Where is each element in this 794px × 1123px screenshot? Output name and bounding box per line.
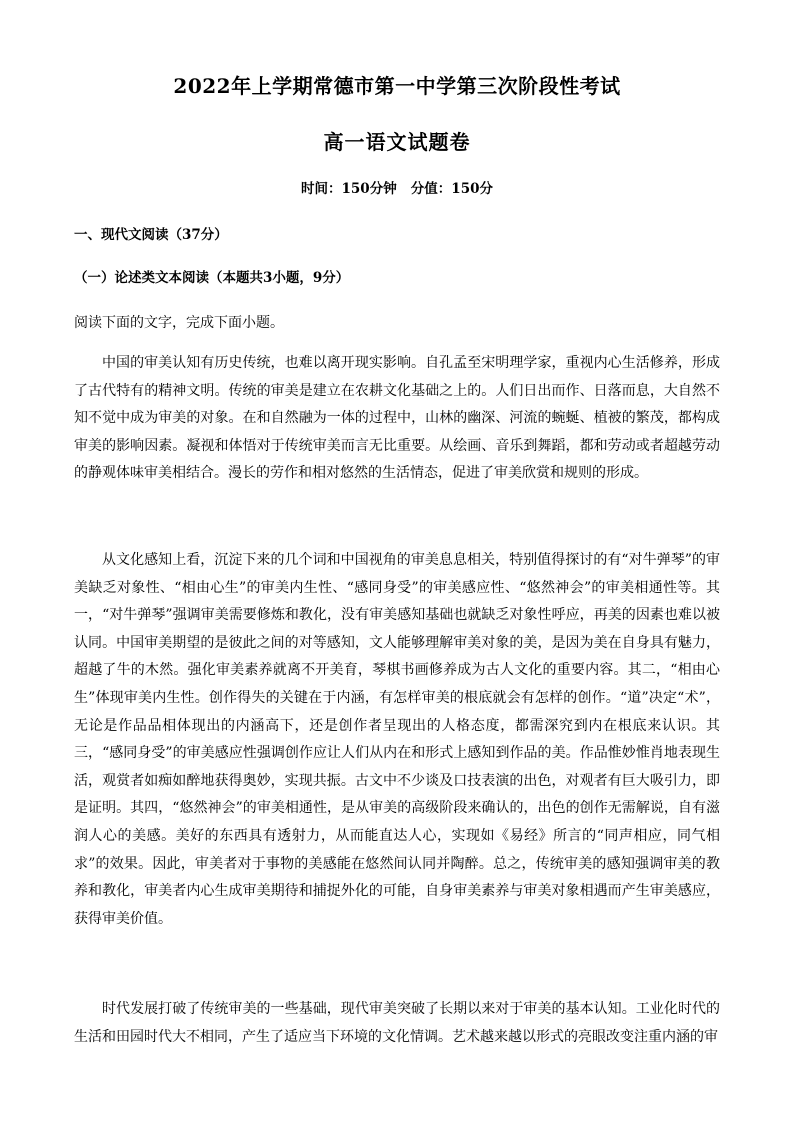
passage-paragraph-1: 中国的审美认知有历史传统，也难以离开现实影响。自孔孟至宋明理学家，重视内心生活修养，形成了古代特有的精神文明。传统的审美是建立在农耕文化基础之上的。人们日出而作、日落而息，大自然不知不觉中成为审美的对象。在和自然融为一体的过程中，山林的幽深、河流的蜿蜒、植被的繁茂，都构成审美的影响因素。凝视和体悟对于传统审美而言无比重要。从绘画、音乐到舞蹈，都和劳动或者超越劳动的静观体味审美相结合。漫长的劳作和相对悠然的生活情态，促进了审美欣赏和规则的形成。 bbox=[74, 355, 720, 482]
passage-paragraph-2: 从文化感知上看，沉淀下来的几个词和中国视角的审美息息相关，特别值得探讨的有“对牛弹琴”的审美缺乏对象性、“相由心生”的审美内生性、“感同身受”的审美感应性、“悠然神会”的审美相通性等。其一，“对牛弹琴”强调审美需要修炼和教化，没有审美感知基础也就缺乏对象性呼应，再美的因素也难以被认同。中国审美期望的是彼此之间的对等感知，文人能够理解审美对象的美，是因为美在自身具有魅力，超越了牛的木然。强化审美素养就离不开美育，琴棋书画修养成为古人文化的重要内容。其二，“相由心生”体现审美内生性。创作得失的关键在于内涵，有怎样审美的根底就会有怎样的创作。“道”决定“术”，无论是作品品相体现出的内涵高下，还是创作者呈现出的人格态度，都需深究到内在根底来认识。其三，“感同身受”的审美感应性强调创作应让人们从内在和形式上感知到作品的美。作品惟妙惟肖地表现生活，观赏者如痴如醉地获得奥妙，实现共振。古文中不少谈及口技表演的出色，对观者有巨大吸引力，即是证明。其四，“悠然神会”的审美相通性，是从审美的高级阶段来确认的，出色的创作无需解说，自有滋润人心的美感。美好的东西具有透射力，从而能直达人心，实现如《易经》所言的“同声相应，同气相求”的效果。因此，审美者对于事物的美感能在悠然间认同并陶醉。总之，传统审美的感知强调审美的教养和教化，审美者内心生成审美期待和捕捉外化的可能，自身审美素养与审美对象相遇而产生审美感应，获得审美价值。 bbox=[74, 552, 720, 927]
passage-paragraph-3: 时代发展打破了传统审美的一些基础，现代审美突破了长期以来对于审美的基本认知。工业化时代的生活和田园时代大不相同，产生了适应当下环境的文化情调。艺术越来越以形式的亮眼改变注重内涵的审 bbox=[74, 1001, 720, 1045]
reading-instruction: 阅读下面的文字，完成下面小题。 bbox=[74, 315, 284, 331]
section-heading: 一、现代文阅读（37分） bbox=[74, 227, 228, 243]
subsection-heading: （一）论述类文本阅读（本题共3小题，9分） bbox=[74, 270, 350, 286]
exam-time-and-score: 时间：150分钟 分值：150分 bbox=[301, 181, 493, 197]
paper-title: 高一语文试题卷 bbox=[323, 130, 471, 154]
exam-title: 2022年上学期常德市第一中学第三次阶段性考试 bbox=[173, 74, 621, 98]
